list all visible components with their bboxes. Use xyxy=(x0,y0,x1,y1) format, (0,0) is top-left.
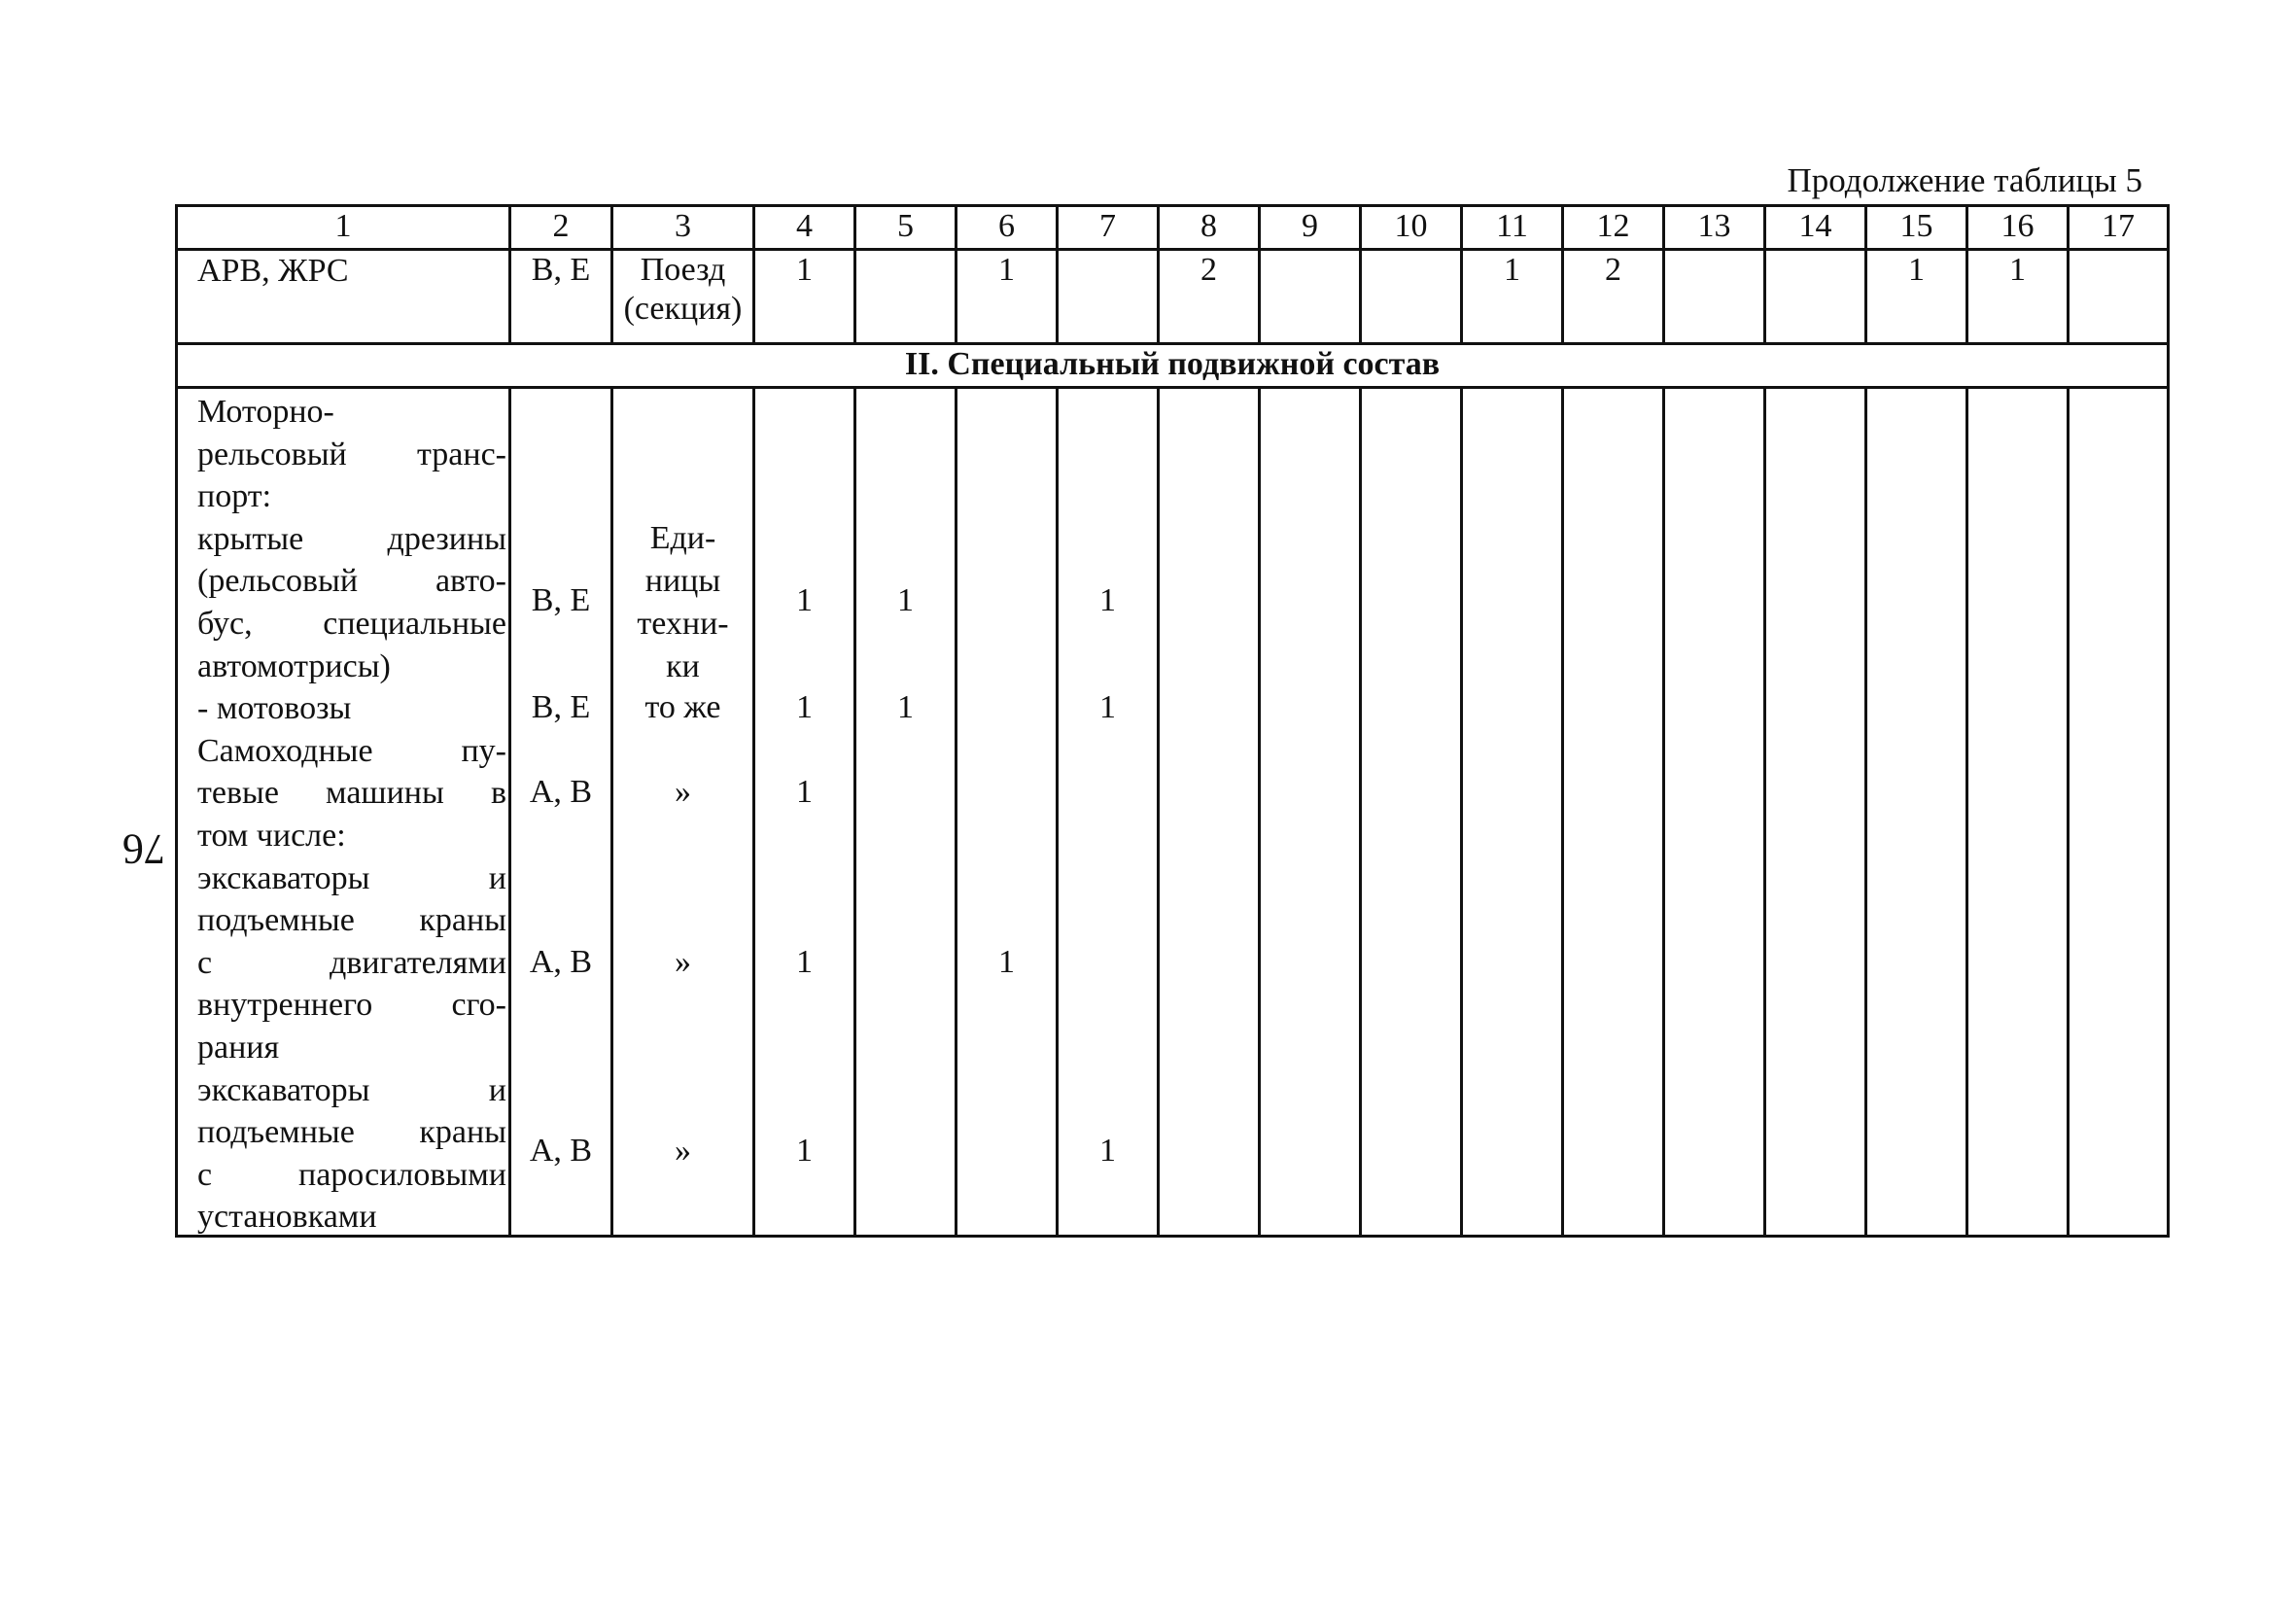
header-cell: 8 xyxy=(1159,206,1260,250)
text-line: автомотрисы) xyxy=(197,647,391,684)
text-line: экскаваторы и xyxy=(197,1071,506,1108)
value-cell xyxy=(1058,250,1159,344)
text-line: порт: xyxy=(197,478,272,515)
value-cell: 1 xyxy=(957,250,1058,344)
header-cell: 6 xyxy=(957,206,1058,250)
cell-value: 1 xyxy=(897,582,914,618)
header-cell: 3 xyxy=(612,206,754,250)
cell-value: 1 xyxy=(1099,1133,1116,1169)
text-line: бус, специальные xyxy=(197,605,506,642)
value-cell xyxy=(1058,388,1159,1237)
table-row xyxy=(177,250,2169,344)
unit-same: то же xyxy=(644,689,721,725)
category-cell xyxy=(510,388,612,1237)
value-cell: 1 xyxy=(1462,250,1563,344)
unit-line: Поезд xyxy=(640,252,726,288)
value-cell xyxy=(855,250,957,344)
text-line: рания xyxy=(197,1029,280,1066)
text-line: с двигателями xyxy=(197,944,506,981)
cell-value: 1 xyxy=(998,944,1015,980)
header-cell: 17 xyxy=(2069,206,2169,250)
text-line: том числе: xyxy=(197,817,346,854)
header-cell: 10 xyxy=(1361,206,1462,250)
value-cell xyxy=(1664,250,1765,344)
row-name-cell xyxy=(177,250,510,344)
header-cell: 9 xyxy=(1260,206,1361,250)
value-cell xyxy=(1664,388,1765,1237)
value-cell xyxy=(855,388,957,1237)
header-cell: 4 xyxy=(754,206,855,250)
value-cell xyxy=(1765,250,1866,344)
header-cell: 13 xyxy=(1664,206,1765,250)
text-line: внутреннего сго- xyxy=(197,987,506,1024)
text-line: рельсовый транс- xyxy=(197,436,506,472)
category-value: В, Е xyxy=(531,689,591,725)
category-value: А, В xyxy=(529,944,593,980)
value-cell: 2 xyxy=(1563,250,1664,344)
cell-value: 1 xyxy=(796,689,813,725)
value-cell: 2 xyxy=(1159,250,1260,344)
value-cell xyxy=(1866,388,1967,1237)
value-cell xyxy=(1260,250,1361,344)
item-names-text xyxy=(197,391,506,1237)
table-row xyxy=(177,388,2169,1237)
table-caption: Продолжение таблицы 5 xyxy=(1787,161,2142,199)
text-line: (рельсовый авто- xyxy=(197,563,506,600)
header-row xyxy=(177,206,2169,250)
unit-line: ки xyxy=(666,648,700,684)
unit-cell xyxy=(612,388,754,1237)
value-cell xyxy=(1361,250,1462,344)
cell-value: 1 xyxy=(796,944,813,980)
unit-cell xyxy=(612,250,754,344)
value-cell xyxy=(1967,388,2069,1237)
text-line: крытые дрезины xyxy=(197,520,506,557)
cell-value: 1 xyxy=(796,774,813,810)
text-line: Самоходные пу- xyxy=(197,732,506,769)
text-line: с паросиловыми xyxy=(197,1156,506,1193)
cell-value: 1 xyxy=(1099,689,1116,725)
text-line: подъемные краны xyxy=(197,1114,506,1151)
cell-value: 1 xyxy=(796,582,813,618)
header-cell: 15 xyxy=(1866,206,1967,250)
unit-ditto: » xyxy=(675,774,691,810)
header-cell: 14 xyxy=(1765,206,1866,250)
value-cell xyxy=(1361,388,1462,1237)
header-cell: 2 xyxy=(510,206,612,250)
value-cell xyxy=(1462,388,1563,1237)
text-line: установками xyxy=(197,1199,377,1236)
value-cell xyxy=(1563,388,1664,1237)
value-cell xyxy=(1159,388,1260,1237)
category-value: А, В xyxy=(529,774,593,810)
value-cell: 1 xyxy=(754,250,855,344)
text-line: подъемные краны xyxy=(197,902,506,939)
value-cell xyxy=(1765,388,1866,1237)
unit-line: (секция) xyxy=(623,291,743,327)
text-line: тевые машины в xyxy=(197,775,506,812)
header-cell: 16 xyxy=(1967,206,2069,250)
value-cell xyxy=(957,388,1058,1237)
category-value: В, Е xyxy=(531,582,591,618)
value-cell: 1 xyxy=(1866,250,1967,344)
text-line: - мотовозы xyxy=(197,690,352,727)
header-cell: 5 xyxy=(855,206,957,250)
header-cell: 1 xyxy=(177,206,510,250)
section-title: II. Специальный подвижной состав xyxy=(177,344,2169,388)
page-number: 76 xyxy=(122,825,165,873)
cell-value: 1 xyxy=(897,689,914,725)
text-line: экскаваторы и xyxy=(197,859,506,896)
unit-ditto: » xyxy=(675,1133,691,1169)
cell-value: 1 xyxy=(1099,582,1116,618)
header-cell: 12 xyxy=(1563,206,1664,250)
value-cell xyxy=(2069,250,2169,344)
unit-ditto: » xyxy=(675,944,691,980)
cell-value: 1 xyxy=(796,1133,813,1169)
item-names-cell xyxy=(177,388,510,1237)
category-cell: В, Е xyxy=(510,250,612,344)
unit-line: техни- xyxy=(637,606,729,642)
value-cell: 1 xyxy=(1967,250,2069,344)
category-value: А, В xyxy=(529,1133,593,1169)
unit-line: Еди- xyxy=(649,520,716,556)
row-name: АРВ, ЖРС xyxy=(197,253,349,289)
section-row xyxy=(177,344,2169,388)
unit-line: ницы xyxy=(644,563,721,599)
value-cell xyxy=(1260,388,1361,1237)
header-cell: 11 xyxy=(1462,206,1563,250)
data-table xyxy=(175,204,2170,1238)
value-cell xyxy=(2069,388,2169,1237)
header-cell: 7 xyxy=(1058,206,1159,250)
text-line: Моторно- xyxy=(197,394,334,430)
value-cell xyxy=(754,388,855,1237)
